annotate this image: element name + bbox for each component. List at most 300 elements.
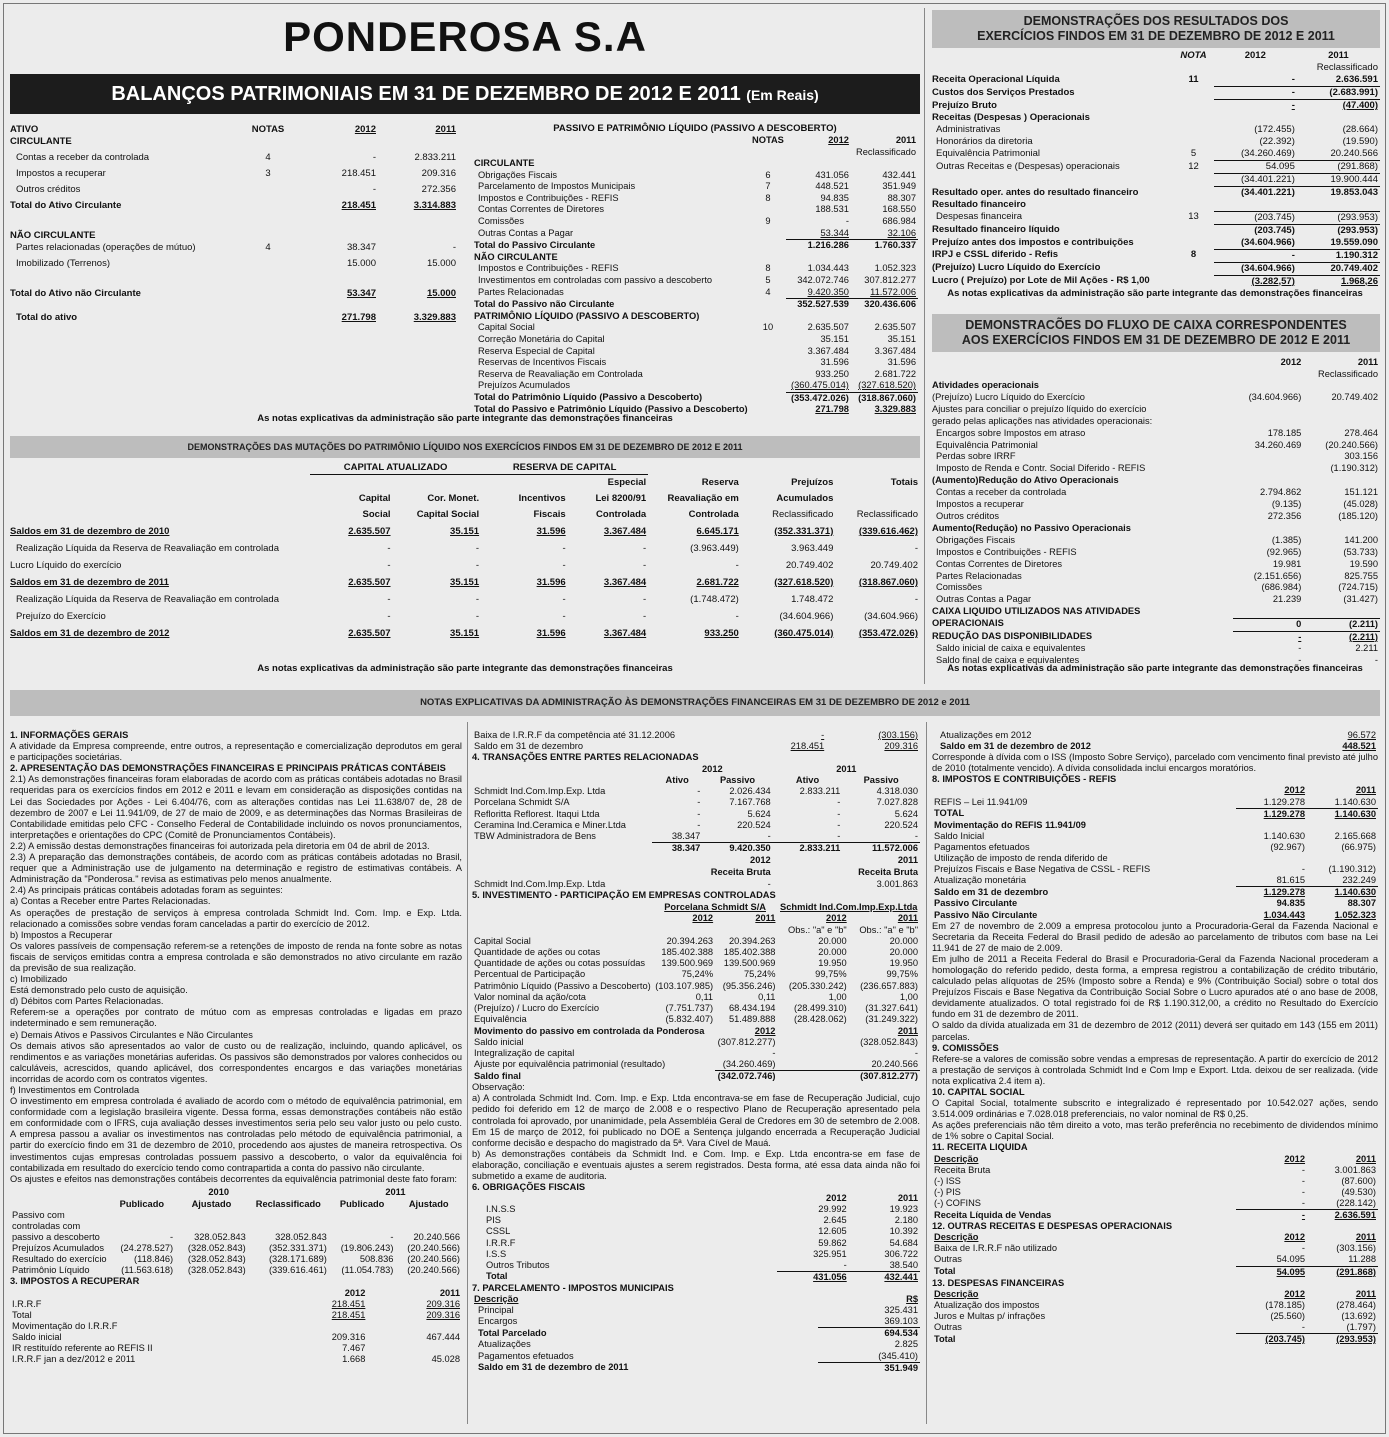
table-cell: 1.129.278 — [1236, 808, 1307, 820]
table-row — [10, 1343, 462, 1354]
table-cell — [1173, 262, 1214, 275]
table-cell: (2.151.656) — [1253, 570, 1302, 581]
table-cell — [1173, 199, 1214, 211]
table-cell: (-) COFINS — [934, 1197, 981, 1208]
table-cell: - — [562, 543, 566, 554]
note-paragraph: O Capital Social, totalmente subscrito e integralizado é representado por 10.542.027 ações, sendo 3.514.009 ordinárias e 7.028.018 preferenciais, no valor nominal de R$ 0,25. — [932, 1098, 1378, 1120]
table-cell: (293.953) — [1297, 224, 1380, 237]
table-row — [930, 224, 1380, 237]
table-cell: Descrição — [474, 1294, 519, 1305]
table-cell: Patrimônio Líquido — [12, 1265, 90, 1276]
table-cell: - — [1291, 74, 1295, 85]
table-cell — [329, 1221, 396, 1232]
table-cell: (205.330.242) — [788, 980, 847, 991]
table-cell: - — [1214, 100, 1297, 113]
table-row — [930, 100, 1380, 113]
table-cell: 8 — [1190, 249, 1197, 260]
table-row — [10, 1210, 462, 1221]
table-cell: 2011 — [1355, 1288, 1376, 1299]
table-cell: 94.835 — [1276, 898, 1306, 909]
table-row — [472, 1215, 920, 1226]
table-cell: Total — [934, 1333, 956, 1344]
table-row — [10, 1265, 462, 1276]
table-cell — [1303, 404, 1380, 416]
table-cell: 9.420.350 — [807, 286, 849, 297]
note-paragraph: As ações preferenciais não têm direito a voto, mas terão preferência no recebimento de dividendos mínimo de 1% sobre o Capital Social. — [932, 1120, 1378, 1142]
table-row — [10, 1254, 462, 1265]
table-cell: 2011 — [1357, 357, 1378, 367]
table-cell — [750, 299, 787, 311]
table-row — [932, 853, 1378, 864]
table-cell: Descrição — [934, 1288, 979, 1299]
table-cell: (92.967) — [1270, 841, 1306, 852]
table-cell — [238, 184, 298, 200]
table-cell: 35.151 — [450, 628, 480, 639]
table-cell: 19.590 — [1349, 558, 1378, 569]
column-header-row — [8, 491, 920, 507]
table-cell: 2012 — [828, 135, 849, 145]
column-header: Cor. Monet. — [427, 493, 480, 504]
table-cell: 3.001.863 — [1334, 1164, 1376, 1175]
table-cell: 20.000 — [818, 947, 847, 958]
table-cell: 35.151 — [887, 333, 916, 344]
table-cell: - — [1214, 249, 1297, 262]
table-cell: Reserva Especial de Capital — [478, 345, 595, 356]
table-cell — [378, 216, 458, 242]
table-cell: (34.604.966) — [1248, 391, 1302, 402]
note-paragraph: A atividade da Empresa compreende, entre outros, a representação e comercialização deprodutos em geral e participações societárias. — [10, 741, 462, 763]
table-cell — [175, 1210, 248, 1221]
table-cell: Principal — [478, 1305, 514, 1316]
table-cell — [1173, 174, 1214, 187]
table-cell: 272.356 — [421, 184, 456, 195]
table-cell — [367, 1343, 462, 1354]
table-cell: (11.054.783) — [341, 1265, 394, 1276]
table-cell: (20.240.566) — [407, 1265, 460, 1276]
table-row — [472, 786, 920, 797]
table-cell: Obrigações Fiscais — [936, 534, 1016, 545]
table-cell: Valor nominal da ação/cota — [474, 991, 586, 1002]
table-cell: 10 — [762, 322, 774, 333]
table-cell: I.N.S.S — [486, 1204, 516, 1215]
column-header — [393, 475, 482, 492]
table-cell: 20.000 — [889, 936, 918, 947]
table-cell: 2011 — [897, 1193, 918, 1204]
company-title: PONDEROSA S.A — [283, 13, 647, 60]
table-row — [10, 1232, 462, 1243]
table-cell: Parcelamento de Impostos Municipais — [478, 181, 636, 192]
table-cell: - — [475, 560, 480, 571]
table-cell — [750, 240, 787, 252]
year-row — [472, 854, 920, 866]
note-paragraph: a) A controlada Schmidt Ind. Com. Imp. e Exp. Ltda encontrava-se em fase de Recuperação Judicial, cujo pedido foi deferido em 12 de março de 2.008 e o respectivo Plano de Recuperação apresentado pela controlada foi aprovado, por unanimidade, pela Assembléia Geral de Credores em 30 de setembro de 2.008. Em 15 de março de 2012, foi publicado no DOE a Sentença julgando encerrada a Recuperação Judicial conforme decisão e despacho do magistrado da 5ª. Vara Cível de Mauá. — [472, 1093, 920, 1148]
table-row — [472, 1014, 920, 1025]
table-row — [10, 1321, 462, 1332]
table-row — [930, 237, 1380, 250]
column-header: Reclassificado — [772, 509, 834, 520]
table-cell: 12.605 — [818, 1226, 847, 1237]
table-row — [930, 559, 1380, 571]
year-row — [10, 1186, 462, 1198]
table-cell: 20.000 — [818, 936, 847, 947]
table-cell: (327.618.520) — [858, 380, 916, 391]
table-cell: (34.401.221) — [1214, 187, 1297, 200]
table-cell: Publicado — [119, 1198, 165, 1209]
table-cell: 4 — [265, 242, 271, 253]
table-cell: Contas a receber da controlada — [936, 487, 1067, 498]
table-cell: 11.288 — [1348, 1254, 1376, 1265]
table-cell — [786, 311, 851, 323]
table-cell: 1.034.443 — [1263, 909, 1306, 920]
table-cell: 20.749.402 — [785, 560, 834, 571]
table-cell: (303.156) — [878, 730, 918, 740]
table-row — [932, 1176, 1378, 1187]
table-cell: 467.444 — [426, 1331, 460, 1342]
table-cell: 15.000 — [346, 258, 376, 269]
table-cell: 7.467 — [342, 1342, 366, 1353]
table-cell — [1303, 380, 1380, 392]
table-row — [930, 451, 1380, 463]
table-cell: Atualização dos impostos — [934, 1299, 1040, 1310]
table-cell: 4 — [265, 152, 271, 163]
table-cell: (318.867.060) — [858, 577, 918, 588]
table-cell — [329, 1210, 396, 1221]
balance-sheet-title: BALANÇOS PATRIMONIAIS EM 31 DE DEZEMBRO DE 2012 E 2011 (Em Reais) — [10, 74, 920, 114]
table-row — [930, 643, 1380, 655]
table-row — [472, 809, 920, 820]
note-2-title: 2. APRESENTAÇÃO DAS DEMONSTRAÇÕES FINANCEIRAS E PRINCIPAIS PRÁTICAS CONTÁBEIS — [10, 763, 446, 774]
table-cell: 209.316 — [421, 168, 456, 179]
table-row — [932, 1322, 1378, 1334]
table-cell: 2012 — [1284, 1232, 1306, 1243]
table-cell: - — [837, 808, 841, 819]
table-cell: Schmidt Ind.Com.Imp.Exp. Ltda — [474, 878, 606, 889]
passivo-title: PASSIVO E PATRIMÔNIO LÍQUIDO (PASSIVO A DESCOBERTO) — [553, 123, 837, 134]
table-cell: gerado pelas aplicações nas atividades operacionais: — [932, 415, 1153, 426]
year-label: 2012 — [750, 854, 771, 865]
table-cell: 12 — [1188, 160, 1199, 172]
table-row — [472, 275, 918, 287]
table-cell: 220.524 — [884, 819, 918, 830]
table-row — [472, 357, 918, 369]
table-cell: 8 — [765, 263, 771, 274]
table-cell: Total do Patrimônio Líquido (Passivo a Descoberto) — [474, 392, 703, 403]
table-row — [8, 184, 458, 200]
table-cell: I.R.R.F jan a dez/2012 e 2011 — [12, 1354, 136, 1365]
table-cell: Prejuízo antes dos impostos e contribuições — [932, 236, 1134, 248]
table-cell — [1303, 475, 1380, 487]
table-cell: 1.140.630 — [1307, 887, 1378, 899]
table-cell: (Prejuízo) Lucro Líquido do Exercício — [932, 391, 1085, 402]
table-row — [932, 842, 1378, 853]
table-cell: (-) ISS — [934, 1175, 961, 1186]
table-row — [932, 1334, 1378, 1346]
table-cell: - — [1298, 643, 1302, 654]
mov-year: 2012 — [754, 1025, 776, 1036]
table-cell: Total Parcelado — [478, 1327, 547, 1338]
table-cell — [1233, 451, 1304, 463]
table-row — [8, 242, 458, 258]
note-6-title: 6. OBRIGAÇÕES FISCAIS — [472, 1182, 586, 1193]
table-cell: 2012 — [826, 913, 847, 924]
table-row — [930, 511, 1380, 523]
table-cell: 88.307 — [887, 192, 916, 203]
table-cell: 218.451 — [341, 168, 376, 179]
column-header: Incentivos — [518, 493, 566, 504]
table-cell — [1173, 112, 1214, 124]
table-cell: (34.604.966) — [1214, 262, 1297, 275]
table-cell: Impostos e Contribuições - REFIS — [478, 263, 619, 274]
note-paragraph: Observação: — [472, 1082, 525, 1093]
n6-table — [472, 1193, 920, 1283]
table-row — [8, 200, 458, 216]
table-cell: Total do Passivo não Circulante — [474, 298, 615, 309]
table-cell: Percentual de Participação — [474, 969, 586, 980]
dfc-title: DEMONSTRACÕES DO FLUXO DE CAIXA CORRESPONDENTES AOS EXERCÍCIOS FINDOS EM 31 DE DEZEMBRO DE 2012 E 2011 — [932, 314, 1380, 352]
table-cell: - — [452, 242, 456, 253]
table-cell: Porcelana Schmidt S/A — [474, 797, 570, 808]
table-cell — [1303, 416, 1380, 428]
note-paragraph: a) Contas a Receber entre Partes Relacionadas. — [10, 896, 211, 907]
table-cell: 32.106 — [887, 227, 916, 238]
column-header: Controlada — [596, 509, 647, 520]
table-cell: 0 — [1233, 618, 1304, 631]
receita-bruta-label: Receita Bruta — [858, 866, 918, 877]
table-cell: 328.052.843 — [275, 1232, 327, 1243]
table-cell: 2.635.507 — [874, 322, 916, 333]
table-row — [472, 228, 918, 240]
table-cell: 2.681.722 — [874, 368, 916, 379]
table-cell: Ajustado — [408, 1198, 449, 1209]
table-cell — [1233, 475, 1304, 487]
table-row — [8, 523, 920, 540]
table-row — [930, 440, 1380, 452]
table-cell: OPERACIONAIS — [932, 618, 1004, 629]
table-cell: (1.190.312) — [1328, 864, 1376, 875]
table-row — [472, 741, 920, 752]
table-cell: (53.733) — [1343, 546, 1378, 557]
table-cell: Honorários da diretoria — [936, 136, 1033, 147]
table-cell: 0,11 — [695, 991, 714, 1002]
note-paragraph: As operações de prestação de serviços à empresa controlada Schmidt Ind. Com. Imp. e Exp. Ltda. relacionado a comissões sobre vendas foram canceladas a partir do exercício de 2012. — [10, 907, 462, 929]
table-cell: 2.635.507 — [348, 577, 391, 588]
table-cell: 2.211 — [1355, 643, 1378, 654]
table-row — [930, 87, 1380, 100]
table-cell: 303.156 — [1344, 451, 1378, 462]
company-label: Porcelana Schmidt S/A — [664, 902, 766, 913]
table-row — [472, 1294, 920, 1305]
table-cell: Baixa de I.R.R.F não utilizado — [934, 1243, 1057, 1254]
table-cell — [932, 785, 1236, 796]
table-cell: - — [837, 830, 841, 841]
table-cell: Comissões — [936, 582, 982, 593]
table-cell — [472, 913, 653, 924]
notes-title: NOTAS EXPLICATIVAS DA ADMINISTRAÇÃO ÀS DEMONSTRAÇÕES FINANCEIRAS EM 31 DE DEZEMBRO DE 2012 e 2011 — [10, 690, 1380, 716]
table-cell: Total do Passivo Circulante — [474, 239, 596, 250]
table-cell: 351.949 — [818, 1362, 920, 1374]
table-cell: Receitas (Despesas ) Operacionais — [932, 112, 1090, 123]
table-cell: Patrimônio Líquido (Passivo a Descoberto) — [474, 980, 651, 991]
table-row — [472, 1260, 920, 1272]
table-cell — [273, 1321, 368, 1332]
table-row — [472, 1339, 920, 1350]
table-cell: 151.121 — [1344, 487, 1378, 498]
table-cell: 342.072.746 — [797, 274, 849, 285]
table-cell: Encargos sobre Impostos em atraso — [936, 427, 1086, 438]
table-cell — [750, 357, 787, 369]
table-row — [932, 797, 1378, 809]
table-cell — [930, 174, 1173, 187]
note-3-title: 3. IMPOSTOS A RECUPERAR — [10, 1276, 140, 1287]
table-cell: 2012 — [1280, 357, 1302, 367]
table-cell: 2012 — [354, 124, 376, 135]
table-cell — [378, 136, 458, 152]
table-row — [932, 785, 1378, 796]
table-cell: 1.190.312 — [1297, 249, 1380, 262]
table-row — [472, 1271, 920, 1283]
table-cell: 3.329.883 — [874, 404, 916, 415]
table-cell: Prejuízos Acumulados — [478, 380, 570, 391]
table-cell: 31.596 — [820, 357, 849, 368]
note-5-title: 5. INVESTIMENTO - PARTICIPAÇÃO EM EMPRESAS CONTROLADAS — [472, 889, 776, 900]
table-cell: (328.052.843) — [860, 1036, 918, 1047]
table-row — [472, 1362, 920, 1374]
table-cell: - — [767, 878, 771, 889]
table-cell: Outras — [934, 1321, 962, 1332]
table-cell — [1236, 853, 1307, 864]
table-cell: - — [170, 1232, 174, 1243]
table-cell: 3.367.484 — [603, 577, 647, 588]
column-divider — [926, 722, 927, 1424]
table-row — [472, 1305, 920, 1316]
table-cell: Administrativas — [936, 124, 1001, 135]
table-row — [932, 1232, 1378, 1243]
table-cell: (45.028) — [1343, 499, 1378, 510]
table-cell: 320.436.606 — [851, 299, 918, 311]
table-row — [930, 416, 1380, 428]
iss-continuation — [932, 730, 1378, 752]
table-cell: (34.604.966) — [864, 611, 918, 622]
table-cell: - — [1214, 87, 1297, 100]
table-cell: Outros Tributos — [486, 1259, 550, 1270]
table-row — [930, 606, 1380, 618]
table-cell: 185.402.388 — [661, 947, 714, 958]
table-row — [472, 842, 920, 854]
table-cell: Equivalência Patrimonial — [936, 148, 1041, 159]
reclass-label: Reclassificado — [1318, 369, 1378, 379]
table-cell: Correção Monetária do Capital — [478, 333, 605, 344]
table-cell: Custos dos Serviços Prestados — [932, 86, 1075, 98]
table-cell: 2.825 — [894, 1339, 918, 1350]
table-cell: (Prejuízo) Lucro Líquido do Exercício — [932, 262, 1101, 273]
column-header-row — [8, 475, 920, 492]
table-row — [932, 1187, 1378, 1198]
table-cell: - — [1233, 631, 1304, 643]
table-cell — [1303, 523, 1380, 535]
table-cell: Descrição — [934, 1153, 979, 1164]
table-row — [932, 1198, 1378, 1210]
table-cell: (25.560) — [1270, 1310, 1306, 1321]
table-cell — [1297, 112, 1380, 124]
table-cell: TOTAL — [934, 808, 965, 819]
table-cell: 19.981 — [1272, 558, 1302, 569]
notes-column-2 — [472, 730, 920, 1374]
table-cell: Ativo — [795, 775, 820, 786]
table-cell: (328.052.843) — [187, 1243, 246, 1254]
table-cell: Receita Operacional Líquida — [932, 74, 1060, 85]
table-row — [8, 540, 920, 557]
table-cell: (34.604.966) — [1240, 236, 1295, 248]
table-cell: 2011 — [1355, 785, 1376, 796]
table-cell: 4 — [765, 286, 771, 297]
table-row — [472, 158, 918, 170]
table-cell: 2011 — [439, 1287, 460, 1298]
table-cell: 21.239 — [1272, 594, 1302, 605]
column-header: Reclassificado — [856, 509, 918, 520]
year-label: 2012 — [702, 764, 723, 775]
table-cell: 38.347 — [346, 242, 376, 253]
table-cell: - — [914, 594, 918, 605]
table-cell: 31.596 — [887, 357, 916, 368]
column-divider — [467, 722, 468, 1424]
note-paragraph: c) Imobilizado — [10, 974, 68, 985]
table-cell: CSSL — [486, 1226, 511, 1237]
table-cell: - — [697, 819, 701, 830]
table-cell: 2011 — [897, 913, 918, 924]
table-cell: Saldo em 31 de dezembro — [474, 741, 584, 752]
table-cell — [1173, 275, 1214, 288]
table-cell: NOTA — [1180, 50, 1207, 61]
table-cell: (307.812.277) — [717, 1036, 776, 1047]
table-cell: 2.833.211 — [773, 842, 843, 854]
table-cell: - — [387, 543, 391, 554]
table-cell: 2011 — [435, 124, 456, 135]
table-cell: Prejuízos Acumulados — [12, 1243, 104, 1254]
n12-table — [932, 1232, 1378, 1277]
table-cell: NÃO CIRCULANTE — [474, 251, 558, 262]
table-cell: Movimentação do REFIS 11.941/09 — [934, 819, 1086, 830]
table-row — [932, 898, 1378, 909]
table-row — [10, 1354, 462, 1365]
table-cell: 19.923 — [889, 1204, 918, 1215]
dre-table — [930, 50, 1380, 288]
table-cell — [1233, 404, 1304, 416]
table-row — [930, 187, 1380, 200]
table-cell: 38.347 — [652, 842, 702, 854]
table-row — [472, 322, 918, 334]
table-cell: CIRCULANTE — [474, 158, 535, 168]
table-cell: NOTAS — [251, 124, 285, 135]
table-cell: CIRCULANTE — [10, 136, 72, 147]
table-cell: 2.635.507 — [348, 526, 391, 537]
table-row — [472, 1037, 920, 1048]
column-header: Capital — [358, 493, 391, 504]
table-cell: 19.950 — [889, 958, 918, 969]
table-cell: 5.624 — [747, 808, 771, 819]
table-cell — [1214, 199, 1297, 211]
table-cell: 325.951 — [813, 1248, 847, 1259]
table-row — [472, 878, 920, 890]
table-cell: Movimentação do I.R.R.F — [12, 1320, 118, 1331]
table-cell: - — [837, 819, 841, 830]
table-cell: 2012 — [344, 1287, 366, 1298]
table-cell: 45.028 — [431, 1354, 460, 1365]
table-cell: Schmidt Ind.Com.Imp.Exp. Ltda — [474, 786, 606, 797]
table-cell: 2012 — [826, 1193, 847, 1204]
table-cell: I.S.S — [486, 1248, 507, 1259]
table-cell: Lucro ( Prejuízo) por Lote de Mil Ações - R$ 1,00 — [932, 275, 1150, 286]
table-row — [472, 1249, 920, 1260]
